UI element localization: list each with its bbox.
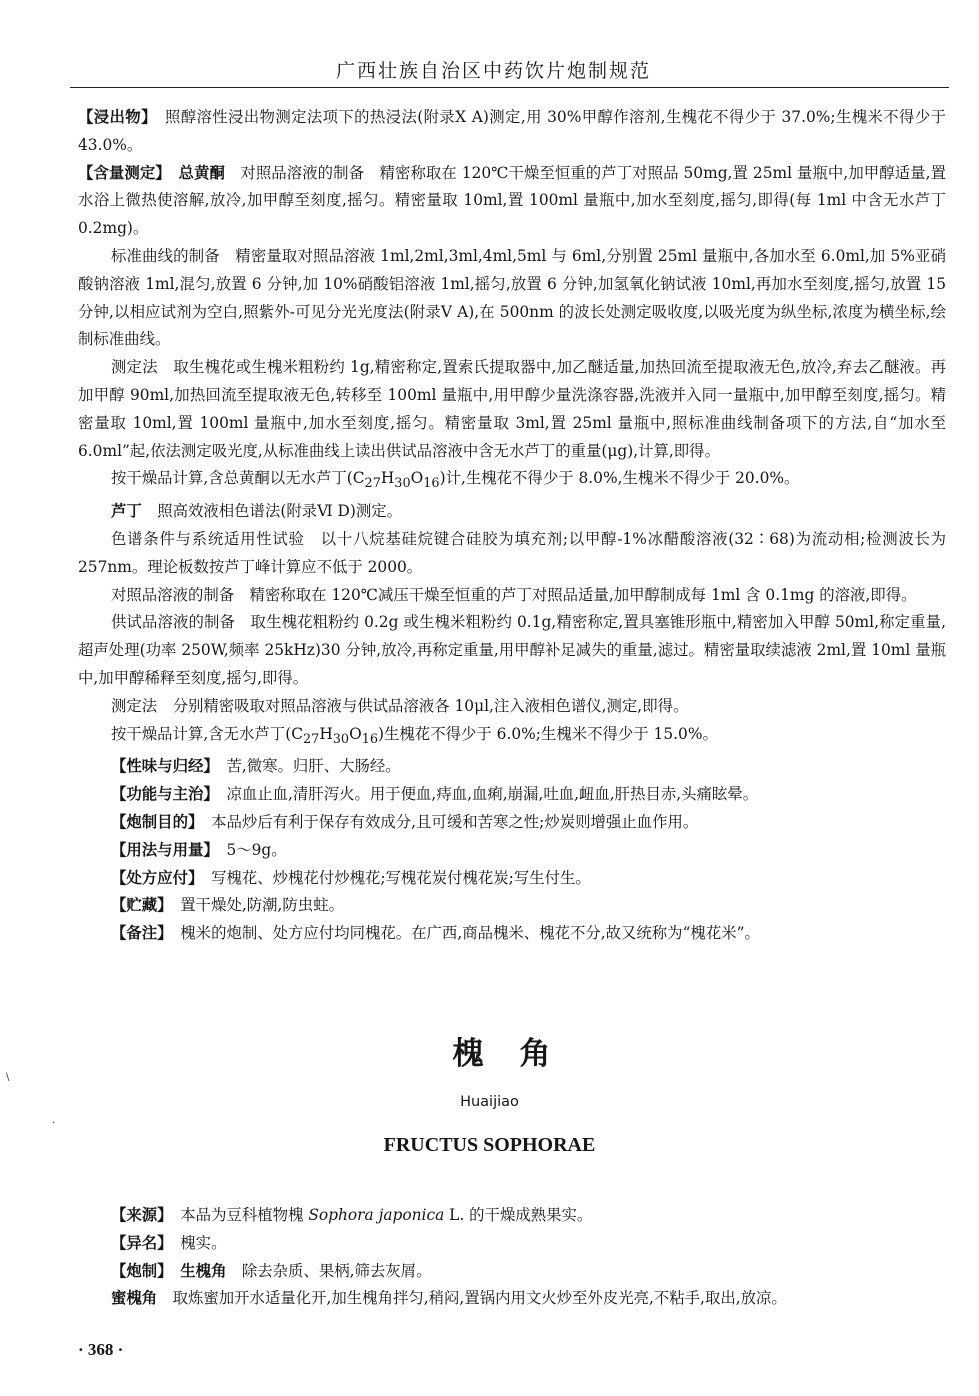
text-extract: 照醇溶性浸出物测定法项下的热浸法(附录Ⅹ A)测定,用 30%甲醇作溶剂,生槐花不得少于 37.0%;生槐米不得少于 43.0%。 <box>78 108 946 154</box>
text-alias: 槐实。 <box>180 1233 227 1252</box>
paragraph-std-curve: 标准曲线的制备 精密量取对照品溶液 1ml,2ml,3ml,4ml,5ml 与 6ml,分别置 25ml 量瓶中,各加水至 6.0ml,加 5%亚硝酸钠溶液 1ml,混匀,放置 6 分钟,加 10%硝酸铝溶液 1ml,摇匀,放置 6 分钟,加氢氧化钠试液 10ml,再加水至刻度,摇匀,放置 15 分钟,以相应试剂为空白,照紫外-可见分光光度法(附录Ⅴ A),在 500nm 的波长处测定吸收度,以吸光度为纵坐标,浓度为横坐标,绘制标准曲线。 <box>78 246 946 349</box>
paragraph-dosage <box>78 837 946 865</box>
label-processing: 【炮制】 <box>111 1261 165 1280</box>
label-source: 【来源】 <box>111 1206 165 1224</box>
header-rule <box>70 87 949 88</box>
source-b: L. 的干燥成熟果实。 <box>444 1206 593 1224</box>
sub-raw: 生槐角 <box>180 1261 227 1280</box>
paragraph-purpose <box>78 809 946 837</box>
paragraph-source <box>78 1202 946 1230</box>
label-dosage: 【用法与用量】 <box>111 840 212 859</box>
label-extract: 【浸出物】 <box>78 108 150 126</box>
entry-pinyin: Huaijiao <box>460 1094 519 1110</box>
calc2-c: O <box>349 724 362 743</box>
paragraph-method2: 测定法 分别精密吸取对照品溶液与供试品溶液各 10μl,注入液相色谱仪,测定,即得。 <box>111 696 689 715</box>
entry-text <box>78 1202 946 1313</box>
label-taste: 【性味与归经】 <box>111 757 212 776</box>
label-notes: 【备注】 <box>111 924 165 943</box>
label-assay: 【含量测定】 <box>78 163 164 182</box>
calc2-a: 按干燥品计算,含无水芦丁(C <box>111 724 303 743</box>
calc1-s3: 16 <box>423 476 440 492</box>
page-number: · 368 · <box>78 1340 124 1359</box>
running-header <box>0 54 979 88</box>
calc2-d: )生槐花不得少于 6.0%;生槐米不得少于 15.0%。 <box>378 724 718 743</box>
paragraph-method: 测定法 取生槐花或生槐米粗粉约 1g,精密称定,置索氏提取器中,加乙醚适量,加热回流至提取液无色,放冷,弃去乙醚液。再加甲醇 90ml,加热回流至提取液无色,转移至 100ml 量瓶中,用甲醇少量洗涤容器,洗液并入同一量瓶中,加甲醇至刻度,摇匀。精密量取 10ml,置 100ml 量瓶中,加水至刻度,摇匀。精密量取 3ml,置 25ml 量瓶中,照标准曲线制备项下的方法,自“加水至 6.0ml”起,依法测定吸光度,从标准曲线上读出供试品溶液中含无水芦丁的重量(μg),计算,即得。 <box>78 358 946 460</box>
paragraph-function <box>78 781 946 809</box>
label-purpose: 【炮制目的】 <box>111 813 196 832</box>
paragraph-reference: 对照品溶液的制备 精密称取在 120℃减压干燥至恒重的芦丁对照品适量,加甲醇制成每 1ml 含 0.1mg 的溶液,即得。 <box>111 585 917 604</box>
paragraph-notes <box>78 920 946 948</box>
text-notes: 槐米的炮制、处方应付均同槐花。在广西,商品槐米、槐花不分,故又统称为“槐花米”。 <box>180 924 760 943</box>
text-purpose: 本品炒后有利于保存有效成分,且可缓和苦寒之性;炒炭则增强止血作用。 <box>211 813 699 832</box>
calc2-s3: 16 <box>361 731 379 747</box>
calc1-a: 按干燥品计算,含总黄酮以无水芦丁(C <box>111 469 365 488</box>
paragraph-chromatography: 色谱条件与系统适用性试验 以十八烷基硅烷键合硅胶为填充剂;以甲醇-1%冰醋酸溶液(32∶68)为流动相;检测波长为 257nm。理论板数按芦丁峰计算应不低于 2000。 <box>78 530 946 576</box>
paragraph-taste <box>78 753 946 781</box>
source-a: 本品为豆科植物槐 <box>180 1206 309 1224</box>
entry-title: 槐角 <box>452 1036 587 1072</box>
text-honey: 取炼蜜加开水适量化开,加生槐角拌匀,稍闷,置锅内用文火炒至外皮光亮,不粘手,取出,放凉。 <box>172 1289 787 1308</box>
sub-flavonoid: 总黄酮 <box>178 163 225 182</box>
text-function: 凉血止血,清肝泻火。用于便血,痔血,血痢,崩漏,吐血,衄血,肝热目赤,头痛眩晕。 <box>226 785 759 804</box>
text-taste: 苦,微寒。归肝、大肠经。 <box>226 757 401 776</box>
label-honey: 蜜槐角 <box>111 1289 158 1308</box>
label-alias: 【异名】 <box>111 1233 165 1252</box>
paragraph-extract <box>78 104 946 160</box>
main-text <box>78 104 946 948</box>
calc1-s2: 30 <box>394 476 411 492</box>
calc2-s2: 30 <box>332 731 350 747</box>
calc2-b: H <box>319 724 333 743</box>
header-title: 广西壮族自治区中药饮片炮制规范 <box>335 60 651 82</box>
label-rutin: 芦丁 <box>111 502 142 521</box>
entry-latin-name: FRUCTUS SOPHORAE <box>383 1134 596 1156</box>
paragraph-calc2 <box>78 721 946 754</box>
label-storage: 【贮藏】 <box>111 896 165 915</box>
paragraph-prescription <box>78 865 946 893</box>
text-raw: 除去杂质、果柄,筛去灰屑。 <box>241 1261 432 1280</box>
calc2-s1: 27 <box>302 731 320 747</box>
paragraph-calc1 <box>78 465 946 498</box>
paragraph-rutin <box>78 498 946 526</box>
text-rutin: 照高效液相色谱法(附录Ⅵ D)测定。 <box>157 502 403 521</box>
text-prescription: 写槐花、炒槐花付炒槐花;写槐花炭付槐花炭;写生付生。 <box>211 868 591 887</box>
text-storage: 置干燥处,防潮,防虫蛀。 <box>180 896 344 915</box>
calc1-d: )计,生槐花不得少于 8.0%,生槐米不得少于 20.0%。 <box>439 469 800 488</box>
text-dosage: 5～9g。 <box>226 840 287 859</box>
paragraph-alias <box>78 1230 946 1258</box>
stray-dot: · <box>52 1118 56 1129</box>
paragraph-processing <box>78 1258 946 1286</box>
calc1-s1: 27 <box>364 476 381 492</box>
stray-mark: \ <box>6 1072 10 1083</box>
label-function: 【功能与主治】 <box>111 785 212 804</box>
source-latin: Sophora japonica <box>308 1206 445 1224</box>
paragraph-assay <box>78 160 946 243</box>
text-assay: 对照品溶液的制备 精密称取在 120℃干燥至恒重的芦丁对照品 50mg,置 25ml 量瓶中,加甲醇适量,置水浴上微热使溶解,放冷,加甲醇至刻度,摇匀。精密量取 10ml,置 100ml 量瓶中,加水至刻度,摇匀,即得(每 1ml 中含无水芦丁 0.2mg)。 <box>78 163 946 238</box>
label-prescription: 【处方应付】 <box>111 868 196 887</box>
paragraph-storage <box>78 892 946 920</box>
paragraph-honey <box>78 1285 946 1313</box>
calc1-c: O <box>410 469 424 488</box>
paragraph-sample: 供试品溶液的制备 取生槐花粗粉约 0.2g 或生槐米粗粉约 0.1g,精密称定,置具塞锥形瓶中,精密加入甲醇 50ml,称定重量,超声处理(功率 250W,频率 25kHz)30 分钟,放冷,再称定重量,用甲醇补足减失的重量,滤过。精密量取续滤液 2ml,置 10ml 量瓶中,加甲醇稀释至刻度,摇匀,即得。 <box>78 613 946 688</box>
calc1-b: H <box>380 469 395 488</box>
